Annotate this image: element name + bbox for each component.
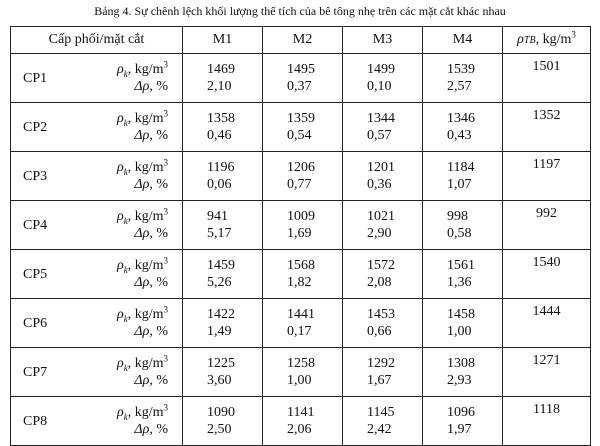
parameter-labels bbox=[79, 299, 183, 348]
header-m1: M1 bbox=[183, 27, 263, 54]
parameter-labels bbox=[79, 250, 183, 299]
section-m3-cell bbox=[343, 299, 423, 348]
section-m2-cell bbox=[263, 250, 343, 299]
parameter-labels bbox=[79, 397, 183, 446]
rho-label: $\rho_k$, $kg/m^3$ bbox=[116, 108, 168, 128]
delta-label: Δρ, % bbox=[134, 422, 168, 437]
rho-value: 1009 bbox=[287, 209, 315, 224]
average-density-cell: 1197 bbox=[503, 152, 591, 201]
section-m3-cell bbox=[343, 348, 423, 397]
table-body bbox=[11, 54, 591, 446]
average-density-cell: 1540 bbox=[503, 250, 591, 299]
parameter-labels bbox=[79, 103, 183, 152]
section-m1-cell bbox=[183, 54, 263, 103]
parameter-labels bbox=[79, 54, 183, 103]
delta-value: 1,00 bbox=[287, 373, 312, 388]
rho-value: 1141 bbox=[287, 405, 315, 420]
section-m2-cell bbox=[263, 397, 343, 446]
average-density-cell: 1352 bbox=[503, 103, 591, 152]
delta-label: Δρ, % bbox=[134, 79, 168, 94]
rho-value: 1459 bbox=[207, 258, 235, 273]
rho-value: 1458 bbox=[447, 307, 475, 322]
rho-label: $\rho_k$, $kg/m^3$ bbox=[116, 304, 168, 324]
rho-value: 1206 bbox=[287, 160, 315, 175]
delta-value: 0,36 bbox=[367, 177, 392, 192]
delta-value: 1,49 bbox=[207, 324, 232, 339]
delta-value: 2,93 bbox=[447, 373, 472, 388]
section-m4-cell bbox=[423, 299, 503, 348]
section-m1-cell bbox=[183, 201, 263, 250]
header-m2: M2 bbox=[263, 27, 343, 54]
delta-value: 0,66 bbox=[367, 324, 392, 339]
average-density-cell: 1271 bbox=[503, 348, 591, 397]
delta-value: 0,54 bbox=[287, 128, 312, 143]
rho-value: 1308 bbox=[447, 356, 475, 371]
rho-value: 1258 bbox=[287, 356, 315, 371]
section-m4-cell bbox=[423, 201, 503, 250]
rho-value: 1344 bbox=[367, 111, 395, 126]
delta-value: 1,00 bbox=[447, 324, 472, 339]
section-m4-cell bbox=[423, 103, 503, 152]
delta-label: Δρ, % bbox=[134, 128, 168, 143]
table-row bbox=[11, 250, 591, 299]
section-m1-cell bbox=[183, 348, 263, 397]
rho-label: $\rho_k$, $kg/m^3$ bbox=[116, 206, 168, 226]
header-row bbox=[11, 27, 591, 54]
average-density-cell: 1118 bbox=[503, 397, 591, 446]
section-m2-cell bbox=[263, 54, 343, 103]
rho-value: 998 bbox=[447, 209, 468, 224]
delta-value: 2,50 bbox=[207, 422, 232, 437]
mix-name: CP4 bbox=[11, 201, 79, 250]
rho-label: $\rho_k$, $kg/m^3$ bbox=[116, 59, 168, 79]
section-m3-cell bbox=[343, 201, 423, 250]
rho-value: 1499 bbox=[367, 62, 395, 77]
average-density-cell: 1444 bbox=[503, 299, 591, 348]
rho-value: 1568 bbox=[287, 258, 315, 273]
rho-value: 1021 bbox=[367, 209, 395, 224]
rho-value: 1201 bbox=[367, 160, 395, 175]
delta-value: 2,42 bbox=[367, 422, 392, 437]
header-group-label: Cấp phối/mặt cắt bbox=[11, 27, 183, 54]
delta-value: 1,36 bbox=[447, 275, 472, 290]
rho-value: 1184 bbox=[447, 160, 475, 175]
section-m3-cell bbox=[343, 397, 423, 446]
section-m4-cell bbox=[423, 348, 503, 397]
rho-value: 1196 bbox=[207, 160, 235, 175]
section-m3-cell bbox=[343, 103, 423, 152]
parameter-labels bbox=[79, 348, 183, 397]
rho-value: 1292 bbox=[367, 356, 395, 371]
delta-value: 1,69 bbox=[287, 226, 312, 241]
mix-name: CP2 bbox=[11, 103, 79, 152]
delta-value: 0,17 bbox=[287, 324, 312, 339]
delta-value: 0,43 bbox=[447, 128, 472, 143]
delta-value: 0,58 bbox=[447, 226, 472, 241]
delta-value: 2,10 bbox=[207, 79, 232, 94]
section-m1-cell bbox=[183, 299, 263, 348]
table-caption: Bảng 4. Sự chênh lệch khối lượng thể tích của bê tông nhẹ trên các mặt cắt khác nhau bbox=[94, 4, 506, 18]
header-m4: M4 bbox=[423, 27, 503, 54]
rho-label: $\rho_k$, $kg/m^3$ bbox=[116, 157, 168, 177]
density-table bbox=[10, 26, 591, 446]
mix-name: CP5 bbox=[11, 250, 79, 299]
mix-name: CP7 bbox=[11, 348, 79, 397]
rho-value: 1359 bbox=[287, 111, 315, 126]
section-m1-cell bbox=[183, 250, 263, 299]
delta-label: Δρ, % bbox=[134, 226, 168, 241]
delta-value: 5,17 bbox=[207, 226, 232, 241]
section-m3-cell bbox=[343, 250, 423, 299]
table-row bbox=[11, 54, 591, 103]
section-m1-cell bbox=[183, 397, 263, 446]
rho-value: 1225 bbox=[207, 356, 235, 371]
rho-label: $\rho_k$, $kg/m^3$ bbox=[116, 402, 168, 422]
rho-label: $\rho_k$, $kg/m^3$ bbox=[116, 255, 168, 275]
table-row bbox=[11, 299, 591, 348]
delta-value: 1,97 bbox=[447, 422, 472, 437]
delta-value: 2,08 bbox=[367, 275, 392, 290]
delta-value: 0,46 bbox=[207, 128, 232, 143]
delta-value: 1,82 bbox=[287, 275, 312, 290]
delta-label: Δρ, % bbox=[134, 177, 168, 192]
delta-value: 2,90 bbox=[367, 226, 392, 241]
table-row bbox=[11, 348, 591, 397]
delta-value: 0,77 bbox=[287, 177, 312, 192]
average-density-cell: 1501 bbox=[503, 54, 591, 103]
section-m2-cell bbox=[263, 348, 343, 397]
rho-value: 1096 bbox=[447, 405, 475, 420]
header-average: ρTB, $kg/m^3$ bbox=[503, 27, 591, 54]
rho-value: 941 bbox=[207, 209, 228, 224]
delta-label: Δρ, % bbox=[134, 275, 168, 290]
rho-value: 1539 bbox=[447, 62, 475, 77]
section-m4-cell bbox=[423, 54, 503, 103]
section-m1-cell bbox=[183, 152, 263, 201]
rho-value: 1495 bbox=[287, 62, 315, 77]
mix-name: CP3 bbox=[11, 152, 79, 201]
delta-value: 1,07 bbox=[447, 177, 472, 192]
section-m3-cell bbox=[343, 54, 423, 103]
rho-label: $\rho_k$, $kg/m^3$ bbox=[116, 353, 168, 373]
rho-value: 1346 bbox=[447, 111, 475, 126]
parameter-labels bbox=[79, 201, 183, 250]
section-m2-cell bbox=[263, 201, 343, 250]
table-row bbox=[11, 397, 591, 446]
table-row bbox=[11, 103, 591, 152]
rho-value: 1422 bbox=[207, 307, 235, 322]
section-m4-cell bbox=[423, 152, 503, 201]
parameter-labels bbox=[79, 152, 183, 201]
delta-value: 3,60 bbox=[207, 373, 232, 388]
section-m2-cell bbox=[263, 103, 343, 152]
section-m2-cell bbox=[263, 299, 343, 348]
delta-value: 0,06 bbox=[207, 177, 232, 192]
mix-name: CP8 bbox=[11, 397, 79, 446]
delta-value: 5,26 bbox=[207, 275, 232, 290]
header-m3: M3 bbox=[343, 27, 423, 54]
rho-value: 1469 bbox=[207, 62, 235, 77]
delta-value: 1,67 bbox=[367, 373, 392, 388]
mix-name: CP1 bbox=[11, 54, 79, 103]
section-m1-cell bbox=[183, 103, 263, 152]
rho-value: 1145 bbox=[367, 405, 395, 420]
delta-label: Δρ, % bbox=[134, 324, 168, 339]
delta-value: 2,57 bbox=[447, 79, 472, 94]
table-row bbox=[11, 152, 591, 201]
delta-value: 0,57 bbox=[367, 128, 392, 143]
delta-value: 0,37 bbox=[287, 79, 312, 94]
section-m4-cell bbox=[423, 397, 503, 446]
rho-value: 1453 bbox=[367, 307, 395, 322]
rho-value: 1441 bbox=[287, 307, 315, 322]
section-m3-cell bbox=[343, 152, 423, 201]
mix-name: CP6 bbox=[11, 299, 79, 348]
delta-value: 0,10 bbox=[367, 79, 392, 94]
rho-value: 1561 bbox=[447, 258, 475, 273]
delta-value: 2,06 bbox=[287, 422, 312, 437]
rho-value: 1358 bbox=[207, 111, 235, 126]
average-density-cell: 992 bbox=[503, 201, 591, 250]
delta-label: Δρ, % bbox=[134, 373, 168, 388]
section-m4-cell bbox=[423, 250, 503, 299]
rho-value: 1572 bbox=[367, 258, 395, 273]
rho-value: 1090 bbox=[207, 405, 235, 420]
table-row bbox=[11, 201, 591, 250]
section-m2-cell bbox=[263, 152, 343, 201]
